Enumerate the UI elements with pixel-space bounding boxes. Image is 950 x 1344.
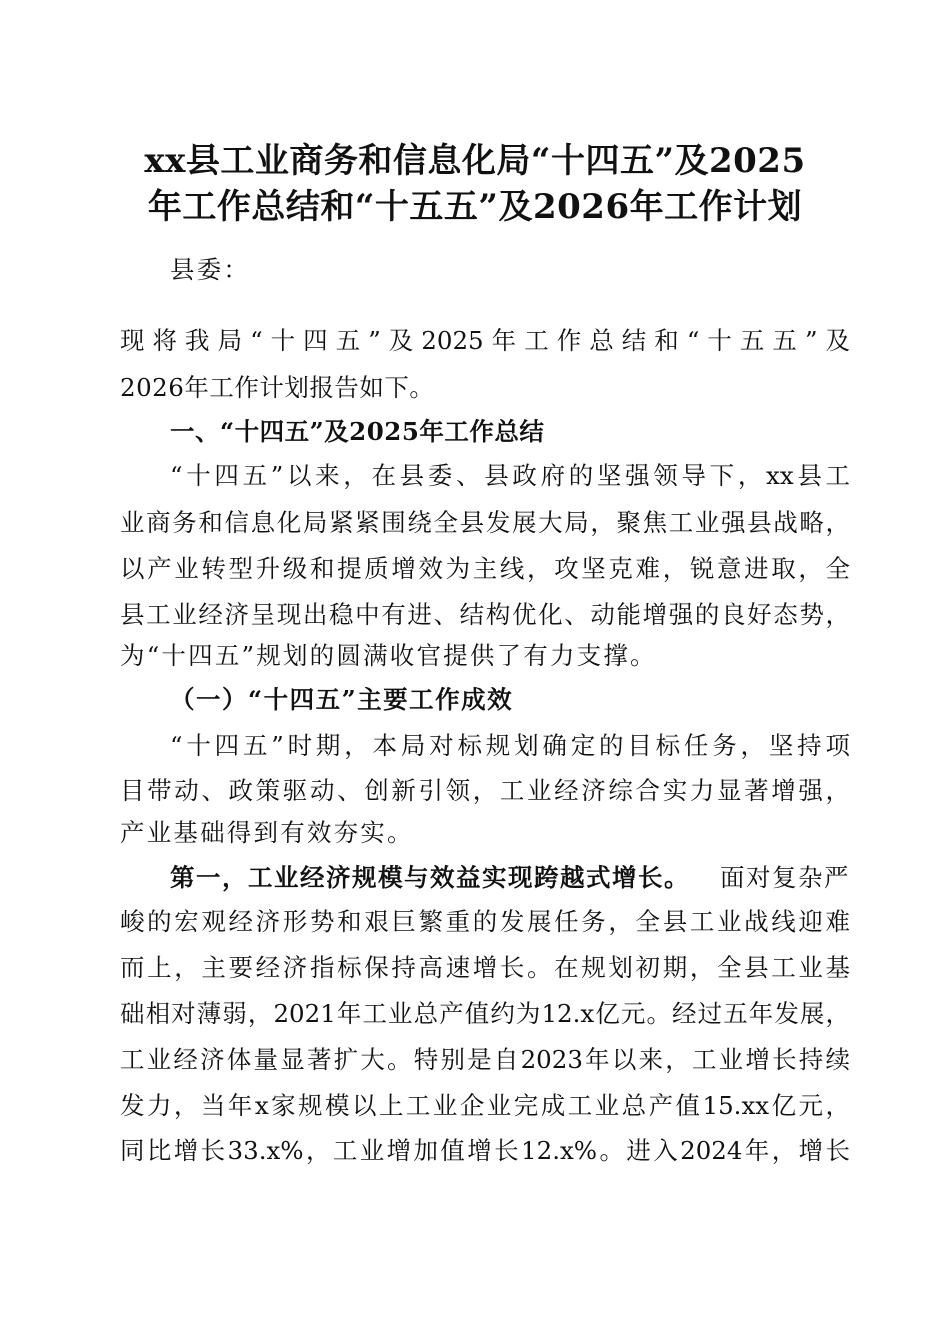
point-1-paragraph-line: 而上，主要经济指标保持高速增长。在规划初期，全县工业基 — [120, 953, 850, 982]
section-1-paragraph-line: “十四五”以来，在县委、县政府的坚强领导下，xx县工 — [170, 461, 850, 490]
point-1-paragraph-line: 峻的宏观经济形势和艰巨繁重的发展任务，全县工业战线迎难 — [120, 907, 850, 936]
point-1-first-line — [170, 862, 850, 894]
subsection-1-heading: （一）“十四五”主要工作成效 — [170, 685, 514, 714]
point-1-paragraph-line: 同比增长33.x%，工业增加值增长12.x%。进入2024年，增长 — [120, 1136, 850, 1165]
point-1-paragraph-line: 工业经济体量显著扩大。特别是自2023年以来，工业增长持续 — [120, 1045, 850, 1074]
point-1-paragraph-line: 础相对薄弱，2021年工业总产值约为12.x亿元。经过五年发展， — [120, 999, 850, 1028]
subsection-1-paragraph-line: “十四五”时期，本局对标规划确定的目标任务，坚持项 — [170, 731, 850, 760]
point-1-lead: 第一，工业经济规模与效益实现跨越式增长。 — [170, 863, 690, 892]
subsection-1-paragraph-line: 产业基础得到有效夯实。 — [120, 818, 414, 847]
intro-line-1: 现将我局“十四五”及2025年工作总结和“十五五”及 — [120, 326, 850, 355]
section-1-paragraph-line: 为“十四五”规划的圆满收官提供了有力支撑。 — [120, 641, 657, 670]
section-1-paragraph-line: 业商务和信息化局紧紧围绕全县发展大局，聚焦工业强县战略， — [120, 508, 850, 537]
section-1-paragraph-line: 以产业转型升级和提质增效为主线，攻坚克难，锐意进取，全 — [120, 554, 850, 583]
intro-line-2: 2026年工作计划报告如下。 — [120, 373, 435, 402]
document-title-line-1: xx县工业商务和信息化局“十四五”及2025 — [144, 141, 806, 181]
salutation: 县委： — [170, 255, 251, 284]
section-1-paragraph-line: 县工业经济呈现出稳中有进、结构优化、动能增强的良好态势， — [120, 600, 850, 629]
document-title-line-2: 年工作总结和“十五五”及2026年工作计划 — [147, 187, 803, 227]
subsection-1-paragraph-line: 目带动、政策驱动、创新引领，工业经济综合实力显著增强， — [120, 776, 850, 805]
point-1-paragraph-line: 发力，当年x家规模以上工业企业完成工业总产值15.xx亿元， — [120, 1091, 850, 1120]
point-1-paragraph-line: 面对复杂严 — [720, 863, 850, 892]
section-1-heading: 一、“十四五”及2025年工作总结 — [170, 417, 545, 446]
